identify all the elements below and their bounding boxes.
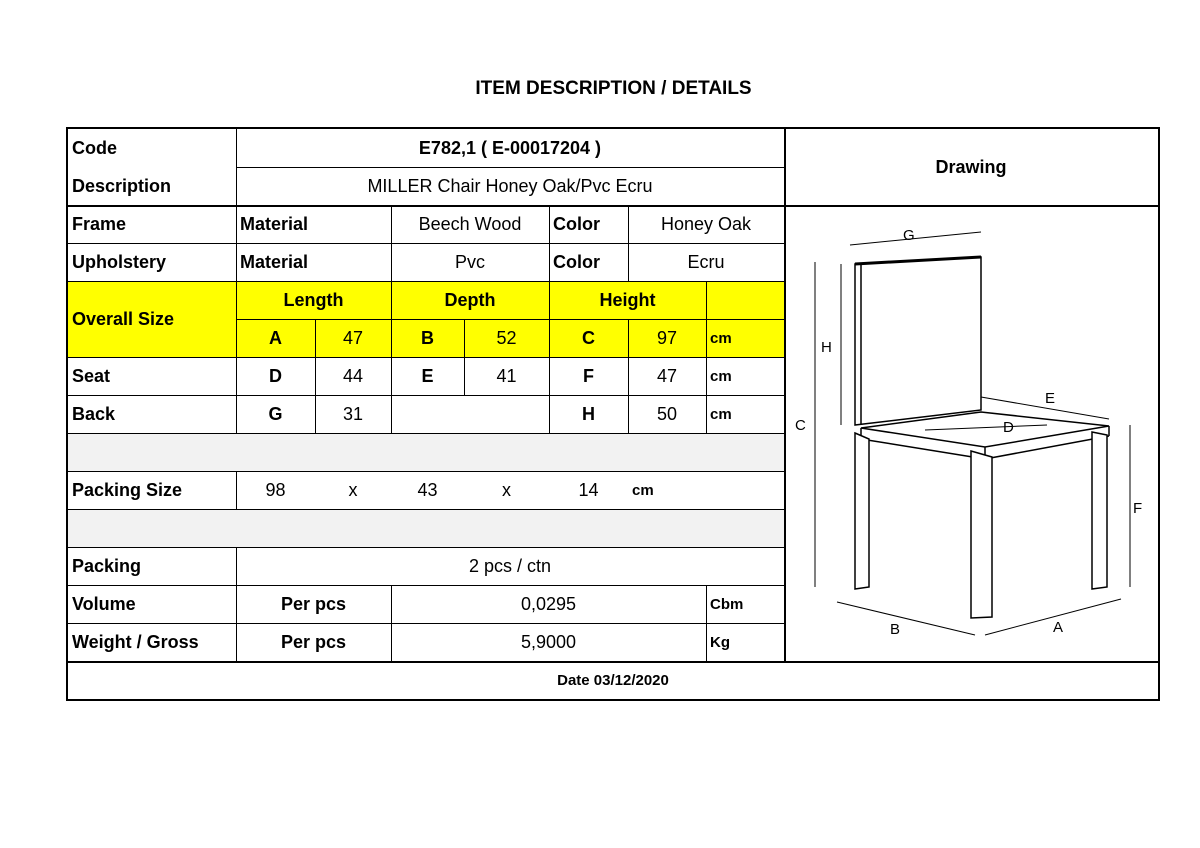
upholstery-material-label: Material	[240, 251, 309, 272]
empty-row	[68, 434, 784, 472]
seat-unit: cm	[710, 367, 732, 385]
dim-key-h: H	[582, 403, 595, 424]
dim-letter-a: A	[1053, 619, 1064, 636]
dim-value-h: 50	[656, 403, 678, 424]
dim-letter-f: F	[1133, 500, 1143, 517]
dim-value-d: 44	[342, 365, 364, 386]
dim-value-a: 47	[342, 327, 364, 348]
length-header: Length	[283, 289, 344, 310]
dim-letter-b: B	[890, 621, 901, 638]
dim-letter-c: C	[795, 417, 806, 434]
description-value: MILLER Chair Honey Oak/Pvc Ecru	[367, 175, 653, 196]
packing-value: 2 pcs / ctn	[468, 555, 552, 576]
frame-color-label: Color	[553, 213, 600, 234]
dim-letter-d: D	[1003, 419, 1014, 436]
dim-value-e: 41	[496, 365, 517, 386]
upholstery-material-value: Pvc	[454, 251, 485, 272]
frame-color-value: Honey Oak	[660, 213, 752, 234]
dim-key-c: C	[582, 327, 595, 348]
back-unit: cm	[710, 405, 732, 423]
code-label: Code	[72, 137, 117, 158]
height-header: Height	[599, 289, 656, 310]
dim-key-d: D	[269, 365, 282, 386]
packing-times-2: x	[502, 479, 511, 500]
upholstery-color-label: Color	[553, 251, 600, 272]
empty-row	[68, 510, 784, 548]
date-footer: Date 03/12/2020	[557, 672, 669, 689]
dim-letter-g: G	[903, 227, 915, 244]
item-details-table	[66, 127, 1160, 701]
packing-length: 98	[265, 479, 286, 500]
back-label: Back	[72, 403, 116, 424]
upholstery-label: Upholstery	[72, 251, 167, 272]
description-label: Description	[72, 175, 172, 196]
volume-label: Volume	[72, 593, 136, 614]
seat-label: Seat	[72, 365, 111, 386]
dim-value-g: 31	[342, 403, 364, 424]
dim-value-c: 97	[656, 327, 678, 348]
dim-value-b: 52	[496, 327, 517, 348]
frame-material-label: Material	[240, 213, 309, 234]
overall-unit: cm	[710, 329, 732, 347]
dim-key-e: E	[421, 365, 434, 386]
dim-key-g: G	[268, 403, 283, 424]
weight-per: Per pcs	[280, 631, 347, 652]
dim-letter-h: H	[821, 339, 832, 356]
packing-size-label: Packing Size	[72, 479, 183, 500]
frame-material-value: Beech Wood	[418, 213, 522, 234]
upholstery-color-value: Ecru	[687, 251, 725, 272]
dim-key-b: B	[421, 327, 434, 348]
packing-width: 43	[417, 479, 438, 500]
packing-label: Packing	[72, 555, 142, 576]
weight-label: Weight / Gross	[72, 631, 199, 652]
volume-unit: Cbm	[710, 595, 744, 613]
dim-letter-e: E	[1045, 390, 1056, 407]
frame-label: Frame	[72, 213, 127, 234]
weight-unit: Kg	[710, 633, 730, 651]
dim-key-a: A	[269, 327, 282, 348]
packing-size-unit: cm	[632, 481, 654, 499]
depth-header: Depth	[444, 289, 496, 310]
overall-size-label: Overall Size	[72, 308, 175, 329]
packing-times-1: x	[348, 479, 358, 500]
drawing-header: Drawing	[935, 156, 1007, 177]
dim-key-f: F	[583, 365, 594, 386]
volume-value: 0,0295	[520, 593, 577, 614]
volume-per: Per pcs	[280, 593, 347, 614]
dim-value-f: 47	[656, 365, 678, 386]
weight-value: 5,9000	[520, 631, 577, 652]
code-value: E782,1 ( E-00017204 )	[418, 137, 602, 158]
chair-drawing	[785, 207, 1157, 661]
packing-height: 14	[578, 479, 599, 500]
page-title: ITEM DESCRIPTION / DETAILS	[475, 78, 752, 99]
